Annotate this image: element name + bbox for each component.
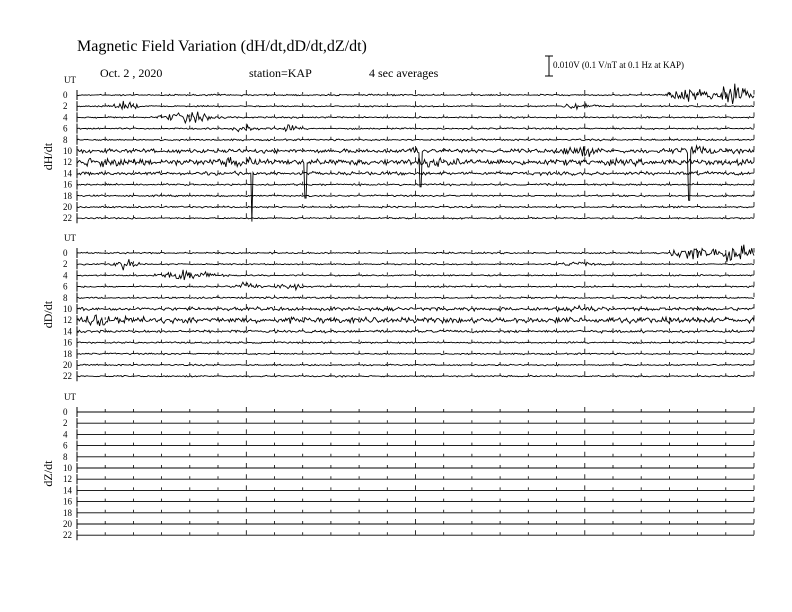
trace-row-8 — [63, 293, 754, 303]
panel-dZ-dt — [41, 392, 754, 540]
trace-row-14 — [63, 326, 754, 336]
hour-label: 20 — [63, 519, 72, 529]
tick-marks — [77, 519, 754, 524]
tick-marks — [77, 463, 754, 468]
hour-label: 22 — [63, 530, 72, 541]
panel-dD-dt — [41, 233, 754, 381]
tick-marks — [77, 180, 754, 185]
scale-label: 0.010V (0.1 V/nT at 0.1 Hz at KAP) — [553, 60, 684, 70]
hour-label: 18 — [63, 348, 72, 359]
trace-row-12 — [63, 474, 754, 484]
trace-row-16 — [63, 497, 754, 507]
trace-row-2 — [63, 259, 754, 270]
trace-row-18 — [63, 191, 754, 201]
hour-label: 10 — [63, 146, 72, 156]
tick-marks — [77, 452, 754, 457]
hour-label: 14 — [63, 485, 72, 496]
tick-marks — [77, 124, 754, 129]
hour-label: 2 — [63, 259, 68, 270]
hour-label: 0 — [63, 248, 68, 258]
panel-label: dZ/dt — [41, 460, 55, 487]
hour-label: 16 — [63, 179, 72, 190]
panel-label: dH/dt — [41, 142, 55, 171]
date-label: Oct. 2 , 2020 — [100, 66, 163, 80]
ut-label: UT — [64, 75, 76, 85]
chart-title: Magnetic Field Variation (dH/dt,dD/dt,dZ/dt) — [77, 38, 367, 55]
tick-marks — [77, 429, 754, 434]
trace-row-4 — [63, 112, 754, 123]
tick-marks — [77, 282, 754, 287]
trace-row-22 — [63, 530, 754, 540]
hour-label: 16 — [63, 337, 72, 348]
trace-row-14 — [63, 485, 754, 495]
tick-marks — [77, 349, 754, 354]
trace-row-4 — [63, 270, 754, 281]
panel-label: dD/dt — [41, 300, 55, 329]
tick-marks — [77, 441, 754, 446]
ut-label: UT — [64, 233, 76, 243]
hour-label: 18 — [63, 507, 72, 518]
tick-marks — [77, 485, 754, 490]
trace-row-8 — [63, 452, 754, 462]
trace-row-12 — [63, 315, 754, 326]
trace-row-6 — [63, 124, 754, 134]
hour-label: 4 — [63, 429, 68, 440]
trace-row-6 — [63, 282, 754, 292]
hour-label: 0 — [63, 407, 68, 417]
hour-label: 4 — [63, 270, 68, 281]
scale-bar-icon — [545, 56, 553, 76]
trace-row-22 — [63, 213, 754, 223]
hour-label: 16 — [63, 496, 72, 507]
tick-marks — [77, 213, 754, 218]
tick-marks — [77, 326, 754, 331]
trace-row-22 — [63, 371, 754, 381]
hour-label: 8 — [63, 451, 68, 462]
tick-marks — [77, 508, 754, 513]
hour-label: 6 — [63, 440, 68, 451]
tick-marks — [77, 304, 754, 309]
hour-label: 18 — [63, 190, 72, 201]
hour-label: 20 — [63, 202, 72, 212]
trace-line — [77, 375, 754, 377]
ut-label: UT — [64, 392, 76, 402]
trace-row-6 — [63, 441, 754, 451]
hour-label: 14 — [63, 326, 72, 337]
hour-label: 0 — [63, 90, 68, 100]
trace-row-4 — [63, 429, 754, 439]
tick-marks — [77, 530, 754, 535]
trace-row-8 — [63, 135, 754, 145]
trace-row-0 — [63, 407, 754, 417]
tick-marks — [77, 497, 754, 502]
tick-marks — [77, 338, 754, 343]
trace-row-2 — [63, 101, 754, 111]
trace-row-16 — [63, 180, 754, 190]
hour-label: 2 — [63, 418, 68, 429]
hour-label: 12 — [63, 157, 72, 168]
hour-label: 6 — [63, 123, 68, 134]
hour-label: 12 — [63, 315, 72, 326]
trace-row-20 — [63, 202, 754, 212]
tick-marks — [77, 101, 754, 106]
trace-row-0 — [63, 84, 754, 104]
trace-line — [77, 342, 754, 344]
hour-label: 22 — [63, 213, 72, 224]
tick-marks — [77, 418, 754, 423]
trace-row-20 — [63, 360, 754, 370]
hour-label: 8 — [63, 134, 68, 145]
tick-marks — [77, 407, 754, 412]
trace-line — [77, 353, 754, 355]
tick-marks — [77, 202, 754, 207]
trace-row-14 — [63, 168, 754, 224]
trace-row-10 — [63, 304, 754, 314]
average-label: 4 sec averages — [369, 66, 439, 80]
station-label: station=KAP — [249, 66, 312, 80]
trace-row-10 — [63, 463, 754, 473]
tick-marks — [77, 371, 754, 376]
hour-label: 14 — [63, 168, 72, 179]
tick-marks — [77, 90, 754, 95]
hour-label: 4 — [63, 112, 68, 123]
tick-marks — [77, 259, 754, 264]
trace-row-0 — [63, 245, 754, 262]
tick-marks — [77, 248, 754, 253]
hour-label: 6 — [63, 281, 68, 292]
tick-marks — [77, 360, 754, 365]
hour-label: 10 — [63, 463, 72, 473]
hour-label: 20 — [63, 360, 72, 370]
hour-label: 2 — [63, 101, 68, 112]
tick-marks — [77, 270, 754, 275]
hour-label: 22 — [63, 371, 72, 382]
hour-label: 8 — [63, 292, 68, 303]
panel-dH-dt — [41, 75, 754, 223]
trace-row-18 — [63, 349, 754, 359]
tick-marks — [77, 168, 754, 173]
trace-row-16 — [63, 338, 754, 348]
hour-label: 10 — [63, 304, 72, 314]
trace-row-18 — [63, 508, 754, 518]
trace-row-20 — [63, 519, 754, 529]
tick-marks — [77, 474, 754, 479]
trace-row-2 — [63, 418, 754, 428]
tick-marks — [77, 191, 754, 196]
trace-row-12 — [63, 157, 754, 198]
hour-label: 12 — [63, 474, 72, 485]
